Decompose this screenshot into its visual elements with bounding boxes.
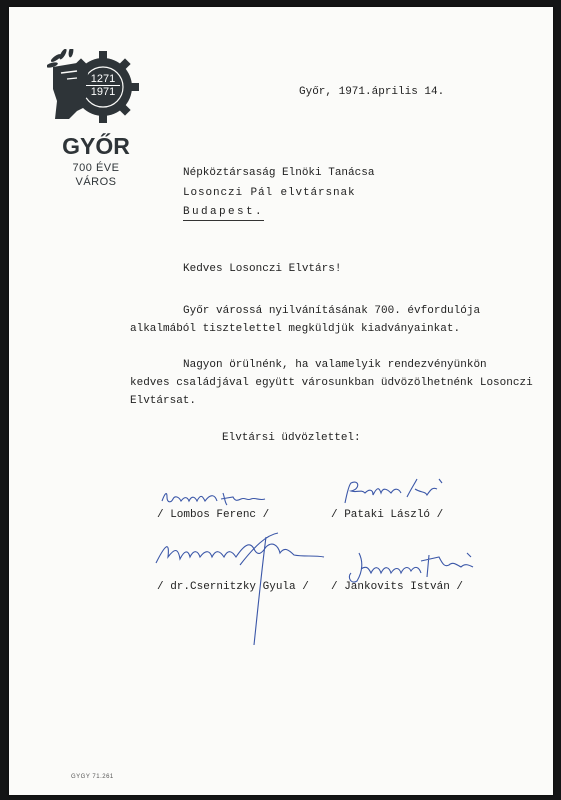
recipient-line-1: Népköztársaság Elnöki Tanácsa [183,167,375,179]
signature-lombos [159,487,274,509]
paragraph-1-line-2: alkalmából tisztelettel megküldjük kiadványainkat. [130,323,461,335]
recipient-line-2: Losonczi Pál elvtársnak [183,187,356,199]
paragraph-2-line-3: Elvtársat. [130,395,197,407]
paragraph-2-line-2: kedves családjával együtt városunkban üdvözölhetnénk Losonczi [130,377,533,389]
logo-city-name: GYŐR [62,133,130,159]
signatory-name-3: / dr.Csernitzky Gyula / [157,581,309,593]
signatory-name-2: / Pataki László / [331,509,444,521]
letter-date: Győr, 1971.április 14. [299,86,445,98]
salutation: Kedves Losonczi Elvtárs! [183,263,342,275]
recipient-line-3: Budapest. [183,206,264,221]
logo-year-bottom: 1971 [86,85,120,98]
closing: Elvtársi üdvözlettel: [222,432,361,444]
logo-tagline-1: 700 ÉVE [72,162,120,174]
logo-tagline-2: VÁROS [75,176,117,188]
letter-page [9,7,553,795]
signature-pataki [339,475,449,507]
footer-print-code: GYGY 71.261 [71,774,114,780]
paragraph-2-line-1: Nagyon örülnénk, ha valamelyik rendezvényünkön [183,359,487,371]
logo-tagline [51,161,141,189]
logo-years [86,73,120,98]
paragraph-1-line-1: Győr várossá nyilvánításának 700. évfordulója [183,305,481,317]
logo-year-top: 1271 [90,73,116,85]
signatory-name-1: / Lombos Ferenc / [157,509,270,521]
signatory-name-4: / Jankovits István / [331,581,464,593]
